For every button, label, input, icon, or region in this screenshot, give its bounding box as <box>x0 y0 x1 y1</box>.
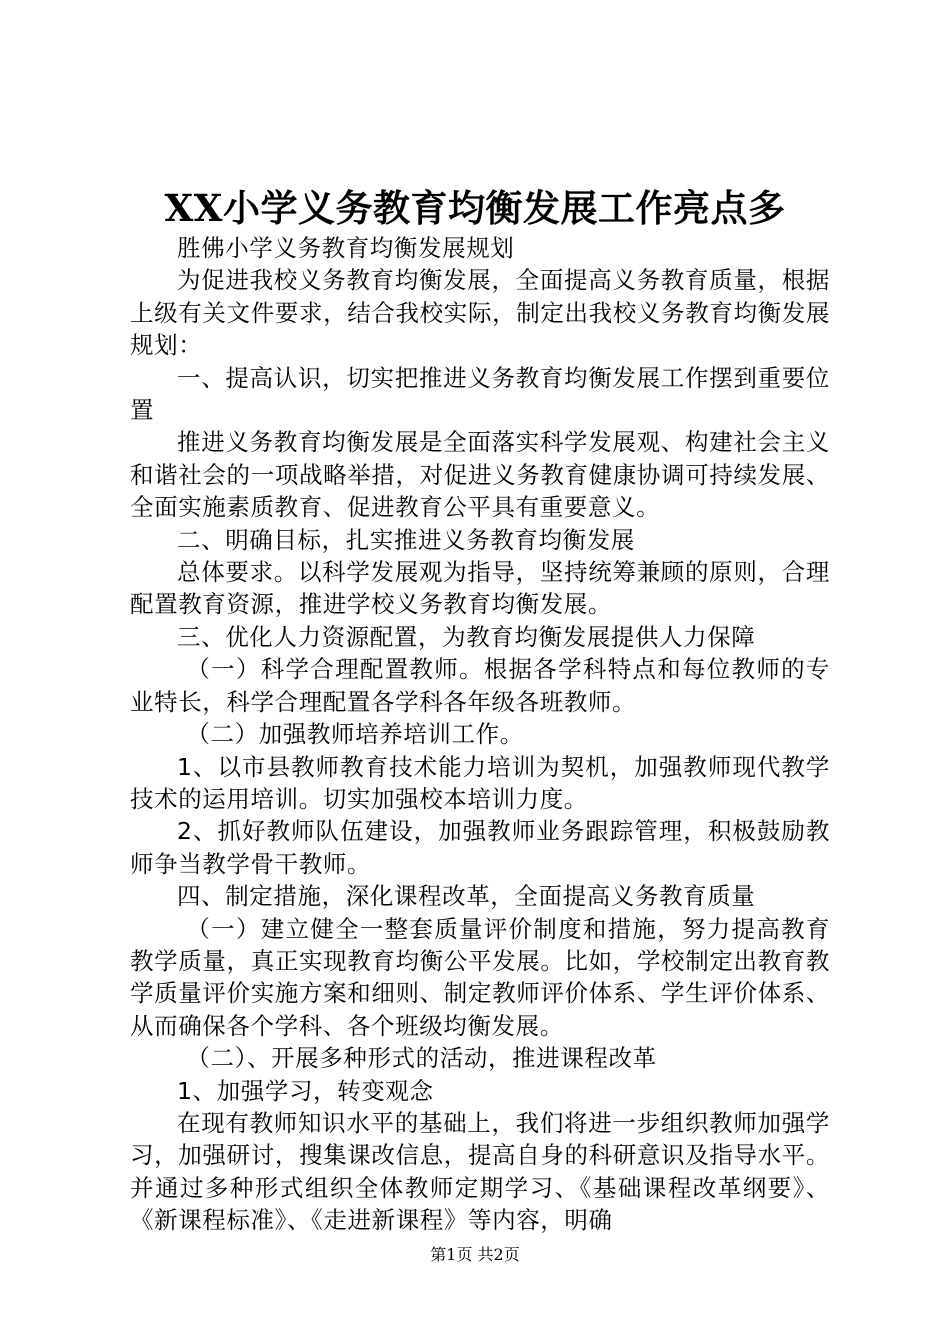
paragraph-section-3-item-2-1: 1、以市县教师教育技术能力培训为契机，加强教师现代教学技术的运用培训。切实加强校本培训力度。 <box>130 752 830 813</box>
paragraph-section-3-item-2-2: 2、抓好教师队伍建设，加强教师业务跟踪管理，积极鼓励教师争当教学骨干教师。 <box>130 817 830 878</box>
paragraph-section-1: 推进义务教育均衡发展是全面落实科学发展观、构建社会主义和谐社会的一项战略举措，对促进义务教育健康协调可持续发展、全面实施素质教育、促进教育公平具有重要意义。 <box>130 428 830 522</box>
paragraph-section-2: 总体要求。以科学发展观为指导，坚持统筹兼顾的原则，合理配置教育资源，推进学校义务教育均衡发展。 <box>130 558 830 619</box>
paragraph-section-4-item-1: （一）建立健全一整套质量评价制度和措施，努力提高教育教学质量，真正实现教育均衡公平发展。比如，学校制定出教育教学质量评价实施方案和细则、制定教师评价体系、学生评价体系、从而确保各个学科、各个班级均衡发展。 <box>130 914 830 1040</box>
heading-section-1: 一、提高认识，切实把推进义务教育均衡发展工作摆到重要位置 <box>130 363 830 425</box>
paragraph-section-4-item-2-1-body: 在现有教师知识水平的基础上，我们将进一步组织教师加强学习，加强研讨，搜集课改信息，提高自身的科研意识及指导水平。并通过多种形式组织全体教师定期学习、《基础课程改革纲要》、《新课程标准》、《走进新课程》等内容，明确 <box>130 1108 830 1235</box>
paragraph-plan-title: 胜佛小学义务教育均衡发展规划 <box>177 234 515 262</box>
paragraph-intro: 为促进我校义务教育均衡发展，全面提高义务教育质量，根据上级有关文件要求，结合我校实际，制定出我校义务教育均衡发展规划： <box>130 266 830 360</box>
heading-section-2: 二、明确目标，扎实推进义务教育均衡发展 <box>177 525 635 554</box>
paragraph-section-3-item-2: （二）加强教师培养培训工作。 <box>186 720 524 749</box>
paragraph-section-4-item-2-1: 1、加强学习，转变观念 <box>177 1076 434 1105</box>
heading-section-3: 三、优化人力资源配置，为教育均衡发展提供人力保障 <box>177 622 756 651</box>
page-footer: 第1页 共2页 <box>430 1245 520 1264</box>
paragraph-section-3-item-1: （一）科学合理配置教师。根据各学科特点和每位教师的专业特长，科学合理配置各学科各年级各班教师。 <box>130 655 830 716</box>
document-body <box>130 232 830 1237</box>
document-title: XX小学义务教育均衡发展工作亮点多 <box>164 186 786 230</box>
heading-section-4: 四、制定措施，深化课程改革，全面提高义务教育质量 <box>177 882 756 911</box>
paragraph-section-4-item-2: （二）、开展多种形式的活动，推进课程改革 <box>186 1044 657 1073</box>
